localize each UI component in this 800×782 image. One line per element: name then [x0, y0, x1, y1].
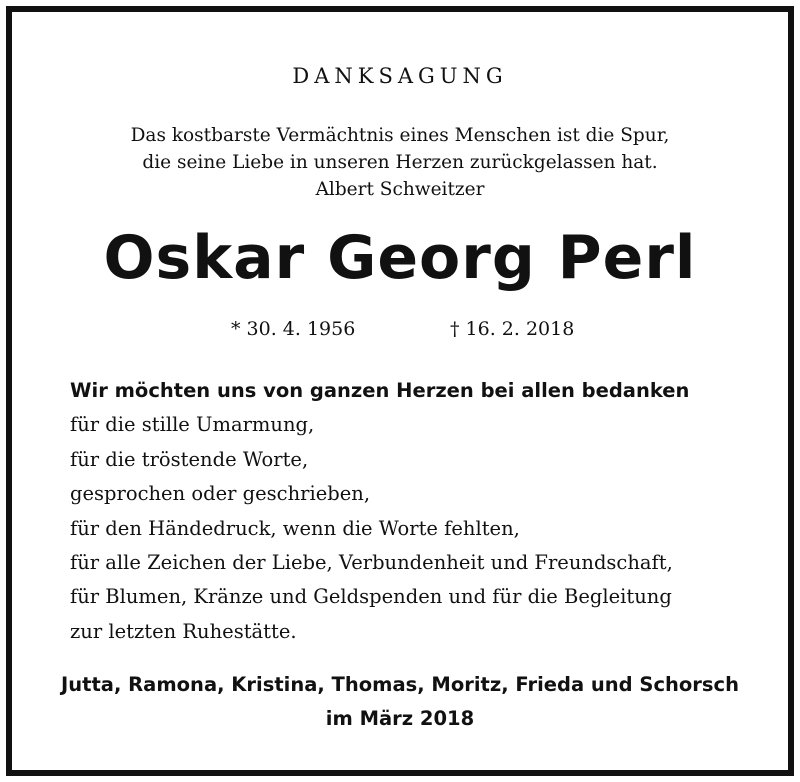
quote-author: Albert Schweitzer — [315, 179, 485, 200]
thanks-line: für den Händedruck, wenn die Worte fehlten, — [70, 516, 520, 540]
signers-names: Jutta, Ramona, Kristina, Thomas, Moritz, Frieda und Schorsch — [61, 673, 739, 696]
quote-line: die seine Liebe in unseren Herzen zurückgelassen hat. — [142, 152, 658, 173]
thanks-line: für alle Zeichen der Liebe, Verbundenheit und Freundschaft, — [70, 551, 673, 575]
deceased-name: Oskar Georg Perl — [103, 223, 697, 293]
thanks-line: für die stille Umarmung, — [70, 413, 315, 437]
thanks-line: gesprochen oder geschrieben, — [70, 482, 371, 506]
thanks-block — [70, 374, 770, 649]
death-date: † 16. 2. 2018 — [450, 318, 575, 340]
thanks-line: zur letzten Ruhestätte. — [70, 619, 297, 643]
signers-block — [12, 668, 788, 736]
birth-date: * 30. 4. 1956 — [231, 318, 356, 340]
quote-line: Das kostbarste Vermächtnis eines Menschen ist die Spur, — [130, 125, 670, 146]
notice-date: im März 2018 — [325, 707, 475, 730]
thanks-line: für Blumen, Kränze und Geldspenden und für die Begleitung — [70, 585, 672, 609]
obituary-notice-frame — [6, 6, 794, 776]
quote-block — [12, 122, 788, 203]
notice-heading: DANKSAGUNG — [292, 64, 508, 88]
thanks-line: für die tröstende Worte, — [70, 447, 309, 471]
thanks-lead: Wir möchten uns von ganzen Herzen bei allen bedanken — [70, 379, 690, 402]
